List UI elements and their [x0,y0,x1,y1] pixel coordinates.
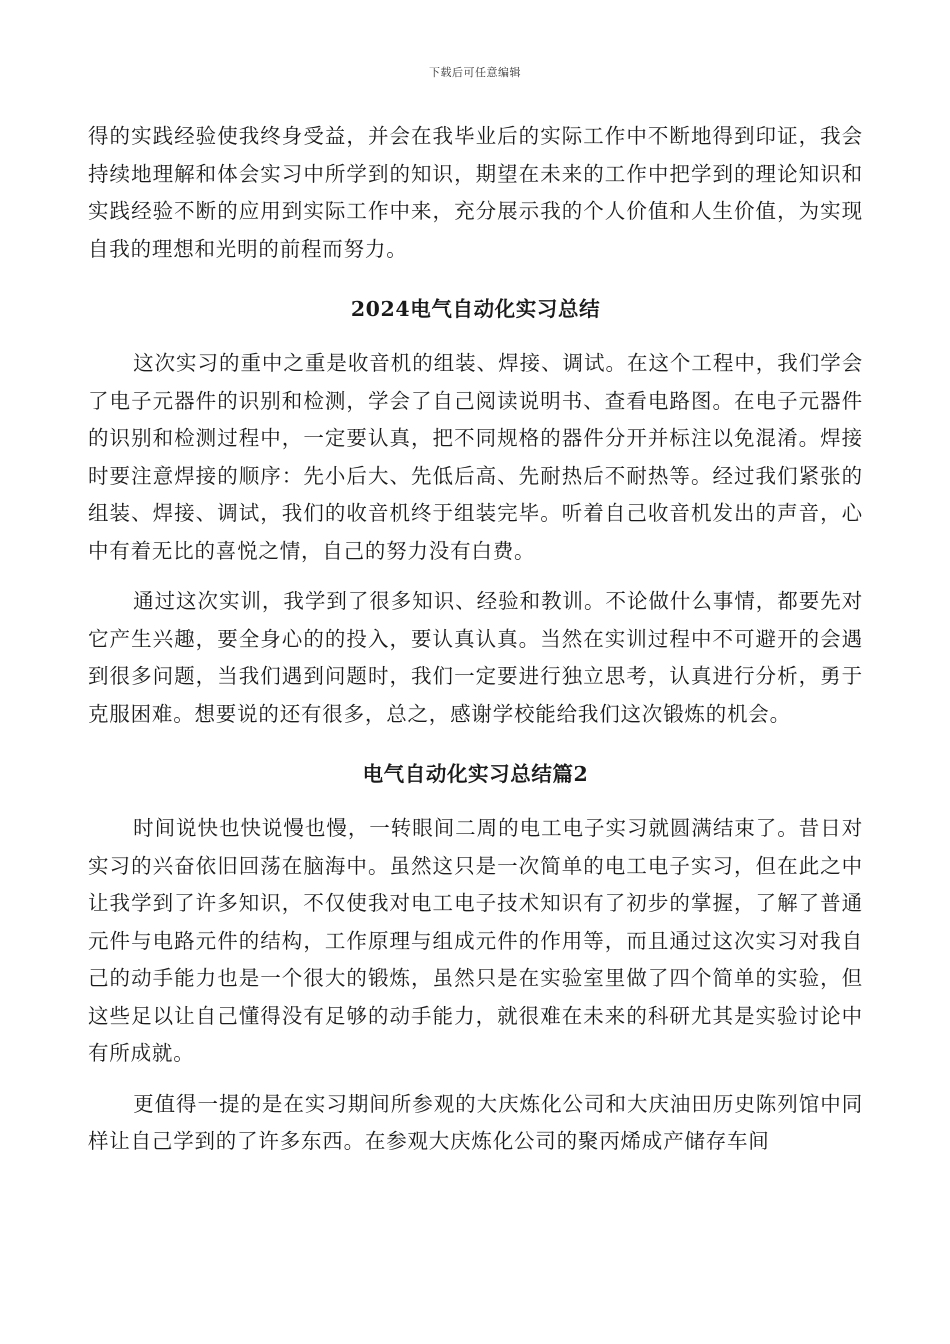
section-1-title: 2024电气自动化实习总结 [350,297,601,321]
document-body [88,118,863,1161]
section-2-title: 电气自动化实习总结篇2 [362,762,589,786]
section-2-paragraph-2: 更值得一提的是在实习期间所参观的大庆炼化公司和大庆油田历史陈列馆中同样让自己学到的了许多东西。在参观大庆炼化公司的聚丙烯成产储存车间 [88,1091,863,1153]
section-2-paragraph-1: 时间说快也快说慢也慢，一转眼间二周的电工电子实习就圆满结束了。昔日对实习的兴奋依旧回荡在脑海中。虽然这只是一次简单的电工电子实习，但在此之中让我学到了许多知识，不仅使我对电工电子技术知识有了初步的掌握，了解了普通元件与电路元件的结构，工作原理与组成元件的作用等，而且通过这次实习对我自己的动手能力也是一个很大的锻炼，虽然只是在实验室里做了四个简单的实验，但这些足以让自己懂得没有足够的动手能力，就很难在未来的科研尤其是实验讨论中有所成就。 [88,816,863,1065]
section-1-paragraph-2: 通过这次实训，我学到了很多知识、经验和教训。不论做什么事情，都要先对它产生兴趣，要全身心的的投入，要认真认真。当然在实训过程中不可避开的会遇到很多问题，当我们遇到问题时，我们一定要进行独立思考，认真进行分析，勇于克服困难。想要说的还有很多，总之，感谢学校能给我们这次锻炼的机会。 [88,589,863,726]
page-header-note: 下载后可任意编辑 [429,66,521,79]
section-1-paragraph-1: 这次实习的重中之重是收音机的组装、焊接、调试。在这个工程中，我们学会了电子元器件的识别和检测，学会了自己阅读说明书、查看电路图。在电子元器件的识别和检测过程中，一定要认真，把不同规格的器件分开并标注以免混淆。焊接时要注意焊接的顺序：先小后大、先低后高、先耐热后不耐热等。经过我们紧张的组装、焊接、调试，我们的收音机终于组装完毕。听着自己收音机发出的声音，心中有着无比的喜悦之情，自己的努力没有白费。 [88,351,863,563]
intro-paragraph: 得的实践经验使我终身受益，并会在我毕业后的实际工作中不断地得到印证，我会持续地理解和体会实习中所学到的知识，期望在未来的工作中把学到的理论知识和实践经验不断的应用到实际工作中来，充分展示我的个人价值和人生价值，为实现自我的理想和光明的前程而努力。 [88,124,863,261]
